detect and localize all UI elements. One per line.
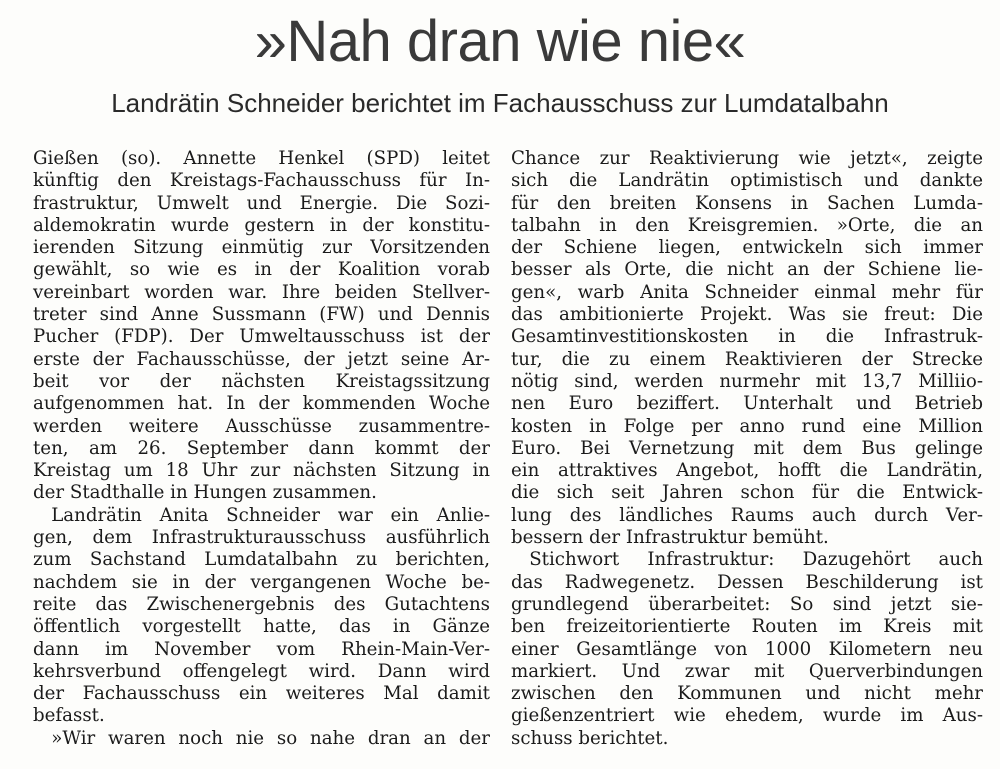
text-line: kehrsverbund offengelegt wird. Dann wird [33, 660, 490, 682]
article-column-right [511, 148, 983, 750]
text-line: Landrätin Anita Schneider war ein Anlie- [33, 504, 490, 526]
text-line: ben freizeitorientierte Routen im Kreis mit [511, 616, 983, 638]
text-line: Kreistag um 18 Uhr zur nächsten Sitzung in [33, 460, 490, 482]
text-line: der Schiene liegen, entwickeln sich immer [511, 237, 983, 259]
article-headline: »Nah dran wie nie« [254, 9, 746, 74]
text-line: Gießen (so). Annette Henkel (SPD) leitet [33, 148, 490, 169]
text-line: Gesamtinvestitionskosten in die Infrastruk- [511, 326, 983, 348]
text-line: vereinbart worden war. Ihre beiden Stellver- [33, 281, 490, 303]
article-column-left [33, 148, 490, 750]
text-line: einer Gesamtlänge von 1000 Kilometern neu [511, 638, 983, 660]
text-line: zum Sachstand Lumdatalbahn zu berichten, [33, 549, 490, 571]
text-line: aufgenommen hat. In der kommenden Woche [33, 393, 490, 415]
text-line: lung des ländliches Raums auch durch Ver- [511, 504, 983, 526]
text-line: dann im November vom Rhein-Main-Ver- [33, 638, 490, 660]
text-line: das Radwegenetz. Dessen Beschilderung ist [511, 571, 983, 593]
text-line: Pucher (FDP). Der Umweltausschuss ist der [33, 326, 490, 348]
text-line: Stichwort Infrastruktur: Dazugehört auch [511, 549, 983, 571]
text-line: nötig sind, werden nurmehr mit 13,7 Milliio- [511, 370, 983, 392]
text-line: tur, die zu einem Reaktivieren der Strecke [511, 348, 983, 370]
text-line: für den breiten Konsens in Sachen Lumda- [511, 192, 983, 214]
text-line: treter sind Anne Sussmann (FW) und Dennis [33, 304, 490, 326]
text-line: der Fachausschuss ein weiteres Mal damit [33, 683, 490, 705]
text-line: künftig den Kreistags-Fachausschuss für In- [33, 170, 490, 192]
text-line: ierenden Sitzung einmütig zur Vorsitzenden [33, 237, 490, 259]
text-line: aldemokratin wurde gestern in der konstitu- [33, 214, 490, 236]
text-line: nachdem sie in der vergangenen Woche be- [33, 571, 490, 593]
text-line: Euro. Bei Vernetzung mit dem Bus gelinge [511, 437, 983, 459]
text-line: reite das Zwischenergebnis des Gutachtens [33, 593, 490, 615]
text-line: ein attraktives Angebot, hofft die Landrätin, [511, 460, 983, 482]
text-line: werden weitere Ausschüsse zusammentre- [33, 415, 490, 437]
text-line: bessern der Infrastruktur bemüht. [511, 527, 829, 549]
text-line: frastruktur, Umwelt und Energie. Die Sozi- [33, 192, 490, 214]
text-line: Chance zur Reaktivierung wie jetzt«, zeigte [511, 148, 983, 169]
text-line: schuss berichtet. [511, 727, 669, 749]
text-line: nen Euro beziffert. Unterhalt und Betrieb [511, 393, 983, 415]
text-line: markiert. Und zwar mit Querverbindungen [511, 660, 983, 682]
text-line: sich die Landrätin optimistisch und dankte [511, 170, 983, 192]
text-line: gen, dem Infrastrukturausschuss ausführlich [33, 527, 490, 549]
text-line: das ambitionierte Projekt. Was sie freut: Die [511, 304, 983, 326]
text-line: befasst. [33, 705, 105, 727]
text-line: die sich seit Jahren schon für die Entwick- [511, 482, 983, 504]
text-line: ten, am 26. September dann kommt der [33, 437, 490, 459]
text-line: gewählt, so wie es in der Koalition vorab [33, 259, 490, 281]
text-line: talbahn in den Kreisgremien. »Orte, die an [511, 214, 983, 236]
text-line: besser als Orte, die nicht an der Schiene lie- [511, 259, 983, 281]
text-line: gen«, warb Anita Schneider einmal mehr für [511, 281, 983, 303]
article-subheadline: Landrätin Schneider berichtet im Fachausschuss zur Lumdatalbahn [111, 88, 889, 118]
text-line: grundlegend überarbeitet: So sind jetzt sie- [511, 593, 983, 615]
text-line: erste der Fachausschüsse, der jetzt seine Ar- [33, 348, 490, 370]
text-line: »Wir waren noch nie so nahe dran an der [33, 727, 490, 749]
text-line: kosten in Folge per anno rund eine Million [511, 415, 983, 437]
text-line: gießenzentriert wie ehedem, wurde im Aus- [511, 705, 983, 727]
text-line: der Stadthalle in Hungen zusammen. [33, 482, 377, 504]
text-line: öffentlich vorgestellt hatte, das in Gänze [33, 616, 490, 638]
text-line: zwischen den Kommunen und nicht mehr [511, 683, 983, 705]
text-line: beit vor der nächsten Kreistagssitzung [33, 370, 490, 392]
